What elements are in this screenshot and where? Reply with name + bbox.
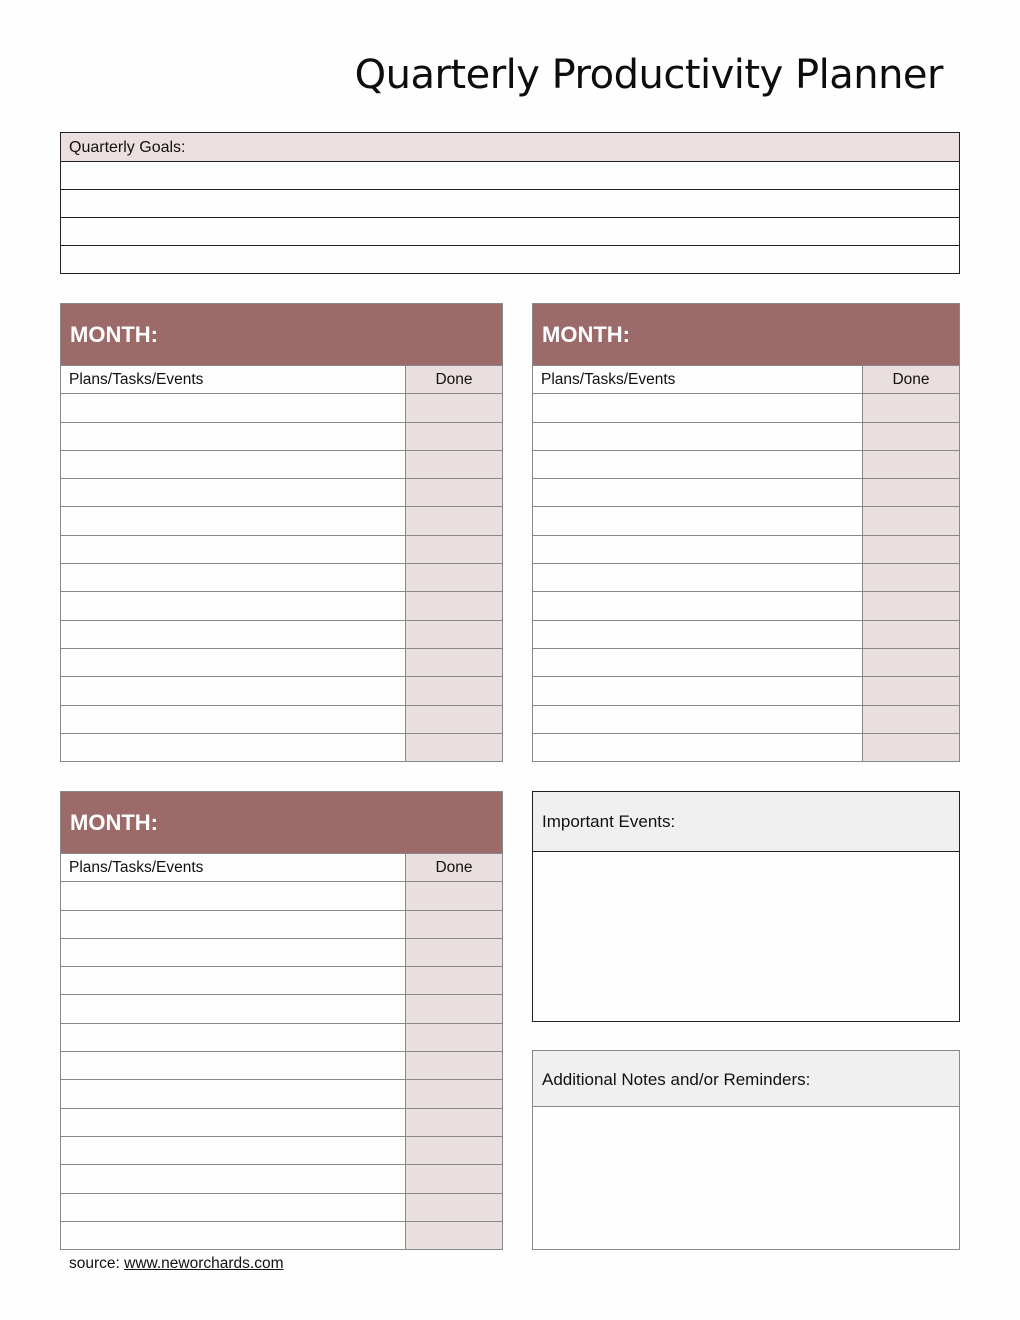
notes-box (532, 1050, 960, 1250)
task-cell[interactable] (61, 1222, 406, 1249)
task-row (61, 994, 502, 1022)
done-cell[interactable] (406, 564, 502, 591)
goal-line[interactable] (61, 190, 959, 218)
task-cell[interactable] (61, 507, 406, 534)
month-table-1 (60, 303, 503, 762)
task-row (61, 910, 502, 938)
done-cell[interactable] (406, 939, 502, 966)
task-row (61, 733, 502, 761)
task-cell[interactable] (61, 451, 406, 478)
done-cell[interactable] (406, 995, 502, 1022)
quarterly-goals-table (60, 132, 960, 274)
column-header-done: Done (406, 366, 502, 393)
task-cell[interactable] (61, 592, 406, 619)
task-cell[interactable] (61, 1194, 406, 1221)
goal-line[interactable] (61, 246, 959, 273)
task-cell[interactable] (533, 706, 863, 733)
task-cell[interactable] (533, 734, 863, 761)
source-link[interactable]: www.neworchards.com (124, 1255, 284, 1272)
column-header-task: Plans/Tasks/Events (61, 366, 406, 393)
done-cell[interactable] (406, 882, 502, 909)
done-cell[interactable] (863, 507, 959, 534)
task-cell[interactable] (533, 564, 863, 591)
task-row (533, 393, 959, 421)
task-row (533, 563, 959, 591)
task-cell[interactable] (61, 1165, 406, 1192)
task-cell[interactable] (533, 677, 863, 704)
done-cell[interactable] (863, 592, 959, 619)
task-row (533, 676, 959, 704)
task-cell[interactable] (533, 423, 863, 450)
done-cell[interactable] (406, 706, 502, 733)
column-header-task: Plans/Tasks/Events (61, 854, 406, 881)
column-header-done: Done (406, 854, 502, 881)
task-cell[interactable] (61, 939, 406, 966)
task-row (61, 563, 502, 591)
done-cell[interactable] (406, 1165, 502, 1192)
task-row (61, 1023, 502, 1051)
task-cell[interactable] (61, 706, 406, 733)
done-cell[interactable] (863, 479, 959, 506)
task-row (533, 648, 959, 676)
task-cell[interactable] (533, 507, 863, 534)
task-cell[interactable] (61, 1024, 406, 1051)
task-row (533, 506, 959, 534)
task-row (533, 620, 959, 648)
column-header-row (61, 365, 502, 393)
task-cell[interactable] (61, 394, 406, 421)
task-row (61, 1193, 502, 1221)
task-row (61, 966, 502, 994)
month-table-2 (532, 303, 960, 762)
done-cell[interactable] (406, 734, 502, 761)
task-cell[interactable] (61, 621, 406, 648)
done-cell[interactable] (406, 911, 502, 938)
task-cell[interactable] (533, 479, 863, 506)
task-row (61, 1164, 502, 1192)
done-cell[interactable] (863, 423, 959, 450)
task-row (61, 478, 502, 506)
done-cell[interactable] (406, 451, 502, 478)
important-events-area[interactable] (533, 852, 959, 1020)
task-cell[interactable] (61, 423, 406, 450)
task-cell[interactable] (61, 1052, 406, 1079)
task-cell[interactable] (61, 995, 406, 1022)
done-cell[interactable] (863, 564, 959, 591)
done-cell[interactable] (863, 394, 959, 421)
done-cell[interactable] (406, 1194, 502, 1221)
task-cell[interactable] (533, 536, 863, 563)
task-row (61, 535, 502, 563)
done-cell[interactable] (863, 621, 959, 648)
done-cell[interactable] (406, 479, 502, 506)
task-row (61, 393, 502, 421)
done-cell[interactable] (406, 536, 502, 563)
month-header[interactable]: MONTH: (61, 304, 502, 365)
task-cell[interactable] (61, 734, 406, 761)
task-cell[interactable] (61, 882, 406, 909)
task-row (533, 535, 959, 563)
important-events-label: Important Events: (533, 792, 959, 852)
task-row (61, 938, 502, 966)
task-cell[interactable] (533, 394, 863, 421)
done-cell[interactable] (863, 451, 959, 478)
task-row (61, 591, 502, 619)
task-row (61, 1051, 502, 1079)
task-row (61, 1079, 502, 1107)
done-cell[interactable] (863, 677, 959, 704)
task-row (533, 705, 959, 733)
task-cell[interactable] (533, 621, 863, 648)
task-row (533, 422, 959, 450)
task-row (61, 620, 502, 648)
task-cell[interactable] (533, 649, 863, 676)
column-header-row (61, 853, 502, 881)
done-cell[interactable] (406, 1109, 502, 1136)
goal-line[interactable] (61, 162, 959, 190)
task-cell[interactable] (61, 1137, 406, 1164)
month-header[interactable]: MONTH: (61, 792, 502, 853)
notes-label: Additional Notes and/or Reminders: (533, 1051, 959, 1107)
month-header[interactable]: MONTH: (533, 304, 959, 365)
task-row (61, 506, 502, 534)
task-row (533, 591, 959, 619)
done-cell[interactable] (406, 423, 502, 450)
task-row (533, 478, 959, 506)
notes-area[interactable] (533, 1107, 959, 1249)
source-prefix: source: (69, 1255, 125, 1272)
task-row (61, 1108, 502, 1136)
page-title: Quarterly Productivity Planner (354, 52, 943, 98)
done-cell[interactable] (863, 734, 959, 761)
task-row (533, 450, 959, 478)
task-cell[interactable] (61, 1109, 406, 1136)
done-cell[interactable] (406, 507, 502, 534)
column-header-row (533, 365, 959, 393)
source-credit (69, 1255, 284, 1273)
done-cell[interactable] (863, 536, 959, 563)
task-cell[interactable] (61, 1080, 406, 1107)
task-cell[interactable] (61, 536, 406, 563)
done-cell[interactable] (863, 706, 959, 733)
done-cell[interactable] (406, 1024, 502, 1051)
important-events-box (532, 791, 960, 1022)
task-row (61, 422, 502, 450)
done-cell[interactable] (406, 394, 502, 421)
task-row (61, 1136, 502, 1164)
month-table-3 (60, 791, 503, 1250)
task-cell[interactable] (61, 564, 406, 591)
column-header-task: Plans/Tasks/Events (533, 366, 863, 393)
done-cell[interactable] (406, 1080, 502, 1107)
done-cell[interactable] (406, 592, 502, 619)
done-cell[interactable] (406, 677, 502, 704)
column-header-done: Done (863, 366, 959, 393)
done-cell[interactable] (406, 1052, 502, 1079)
task-cell[interactable] (61, 677, 406, 704)
done-cell[interactable] (406, 1222, 502, 1249)
task-cell[interactable] (61, 967, 406, 994)
done-cell[interactable] (406, 967, 502, 994)
task-row (533, 733, 959, 761)
done-cell[interactable] (406, 1137, 502, 1164)
goal-line[interactable] (61, 218, 959, 246)
task-row (61, 881, 502, 909)
task-row (61, 1221, 502, 1249)
task-row (61, 705, 502, 733)
done-cell[interactable] (406, 621, 502, 648)
task-cell[interactable] (61, 479, 406, 506)
task-cell[interactable] (533, 451, 863, 478)
task-row (61, 648, 502, 676)
done-cell[interactable] (863, 649, 959, 676)
task-cell[interactable] (533, 592, 863, 619)
task-cell[interactable] (61, 649, 406, 676)
done-cell[interactable] (406, 649, 502, 676)
task-row (61, 450, 502, 478)
quarterly-goals-label: Quarterly Goals: (61, 133, 959, 162)
task-cell[interactable] (61, 911, 406, 938)
task-row (61, 676, 502, 704)
